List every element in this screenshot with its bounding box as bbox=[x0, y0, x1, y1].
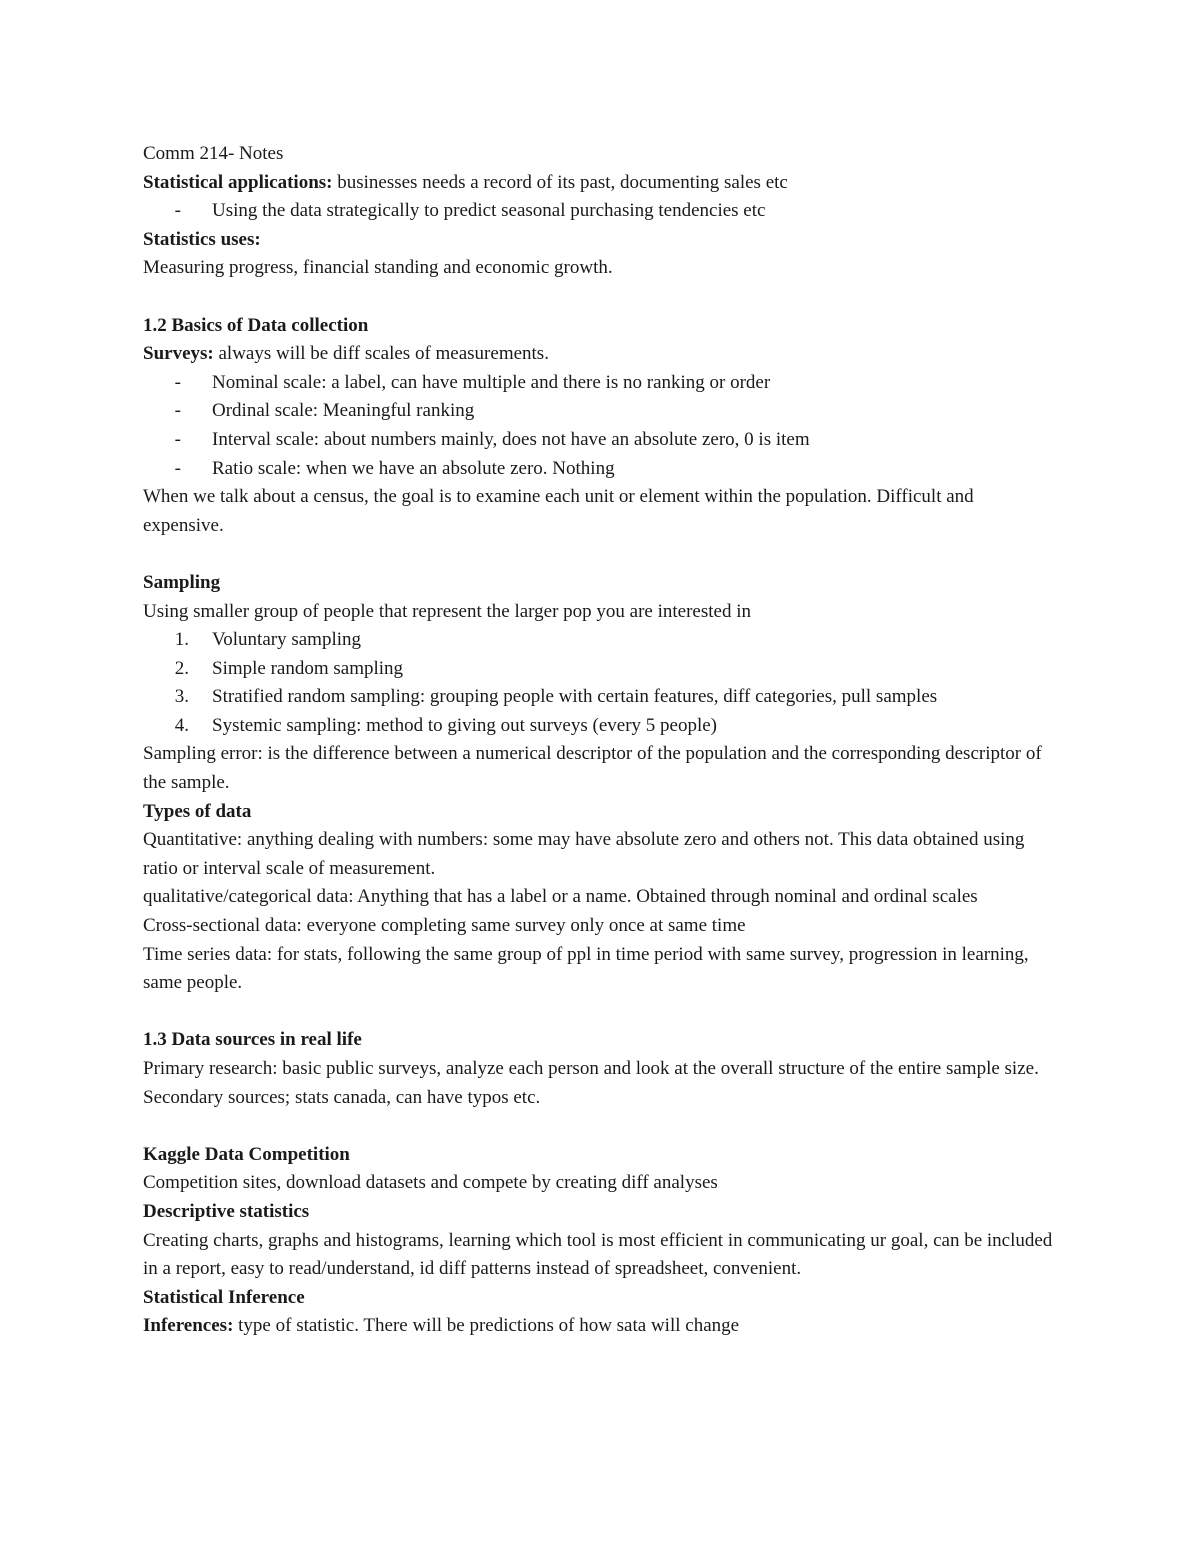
sampling-heading: Sampling bbox=[143, 571, 221, 593]
number-marker: 3. bbox=[174, 686, 189, 708]
sampling-method-item bbox=[143, 712, 1058, 741]
sampling-method-text: Voluntary sampling bbox=[212, 629, 362, 651]
bullet-text: Using the data strategically to predict seasonal purchasing tendencies etc bbox=[212, 200, 766, 222]
spacer bbox=[143, 1112, 1058, 1141]
kaggle-text: Competition sites, download datasets and compete by creating diff analyses bbox=[143, 1172, 718, 1194]
surveys-text: always will be diff scales of measurements. bbox=[213, 343, 549, 365]
primary-research-paragraph: Primary research: basic public surveys, analyze each person and look at the overall structure of the entire sample size. bbox=[143, 1058, 1039, 1079]
scale-text: Interval scale: about numbers mainly, does not have an absolute zero, 0 is item bbox=[212, 428, 810, 450]
sampling-method-text: Stratified random sampling: grouping people with certain features, diff categories, pull samples bbox=[212, 686, 938, 708]
scale-item bbox=[143, 426, 1058, 455]
secondary-sources-paragraph: Secondary sources; stats canada, can have typos etc. bbox=[143, 1086, 541, 1108]
scale-text: Nominal scale: a label, can have multiple and there is no ranking or order bbox=[212, 371, 771, 393]
spacer bbox=[143, 283, 1058, 312]
descriptive-paragraph: Creating charts, graphs and histograms, learning which tool is most efficient in communicating ur goal, can be included in a report, easy to read/understand, id diff patterns instead of spreadsheet, convenient. bbox=[143, 1229, 1053, 1280]
kaggle-heading: Kaggle Data Competition bbox=[143, 1143, 350, 1165]
inference-heading: Statistical Inference bbox=[143, 1286, 305, 1308]
scale-item bbox=[143, 397, 1058, 426]
surveys-label: Surveys: bbox=[143, 343, 214, 365]
applications-text: businesses needs a record of its past, documenting sales etc bbox=[332, 171, 788, 193]
applications-label: Statistical applications: bbox=[143, 171, 333, 193]
doc-title: Comm 214- Notes bbox=[143, 143, 284, 164]
applications-paragraph bbox=[143, 169, 1058, 198]
inferences-text: type of statistic. There will be predictions of how sata will change bbox=[233, 1315, 740, 1337]
dash-marker: - bbox=[174, 428, 181, 450]
uses-text: Measuring progress, financial standing and economic growth. bbox=[143, 257, 613, 279]
number-marker: 1. bbox=[174, 629, 189, 651]
sampling-text: Using smaller group of people that represent the larger pop you are interested in bbox=[143, 600, 751, 622]
quantitative-paragraph: Quantitative: anything dealing with numbers: some may have absolute zero and others not. This data obtained using ratio or interval scale of measurement. bbox=[143, 829, 1025, 879]
scale-text: Ratio scale: when we have an absolute zero. Nothing bbox=[212, 457, 615, 479]
cross-sectional-paragraph: Cross-sectional data: everyone completing same survey only once at same time bbox=[143, 915, 746, 937]
qualitative-paragraph: qualitative/categorical data: Anything that has a label or a name. Obtained through nominal and ordinal scales bbox=[143, 886, 978, 908]
document-page bbox=[143, 140, 1058, 1341]
number-marker: 2. bbox=[174, 657, 189, 679]
inferences-paragraph bbox=[143, 1312, 1058, 1341]
number-marker: 4. bbox=[174, 714, 189, 736]
section-heading-1-3: 1.3 Data sources in real life bbox=[143, 1029, 362, 1051]
dash-marker: - bbox=[174, 457, 181, 479]
sampling-method-text: Simple random sampling bbox=[212, 657, 404, 679]
scale-item bbox=[143, 455, 1058, 484]
time-series-paragraph: Time series data: for stats, following the same group of ppl in time period with same survey, progression in learning, same people. bbox=[143, 943, 1029, 994]
uses-label: Statistics uses: bbox=[143, 228, 261, 250]
sampling-error-paragraph: Sampling error: is the difference between a numerical descriptor of the population and the corresponding descriptor of the sample. bbox=[143, 743, 1042, 794]
sampling-method-item bbox=[143, 626, 1058, 655]
surveys-paragraph bbox=[143, 340, 1058, 369]
sampling-method-item bbox=[143, 655, 1058, 684]
scale-item bbox=[143, 369, 1058, 398]
spacer bbox=[143, 998, 1058, 1027]
descriptive-heading: Descriptive statistics bbox=[143, 1200, 310, 1222]
dash-marker: - bbox=[174, 200, 181, 222]
dash-marker: - bbox=[174, 400, 181, 422]
sampling-method-item bbox=[143, 683, 1058, 712]
types-heading: Types of data bbox=[143, 800, 252, 822]
bullet-item bbox=[143, 197, 1058, 226]
sampling-method-text: Systemic sampling: method to giving out surveys (every 5 people) bbox=[212, 714, 718, 736]
scale-text: Ordinal scale: Meaningful ranking bbox=[212, 400, 475, 422]
census-paragraph: When we talk about a census, the goal is to examine each unit or element within the population. Difficult and expensive. bbox=[143, 486, 974, 536]
dash-marker: - bbox=[174, 371, 181, 393]
spacer bbox=[143, 540, 1058, 569]
section-heading-1-2: 1.2 Basics of Data collection bbox=[143, 314, 369, 336]
inferences-label: Inferences: bbox=[143, 1315, 234, 1337]
